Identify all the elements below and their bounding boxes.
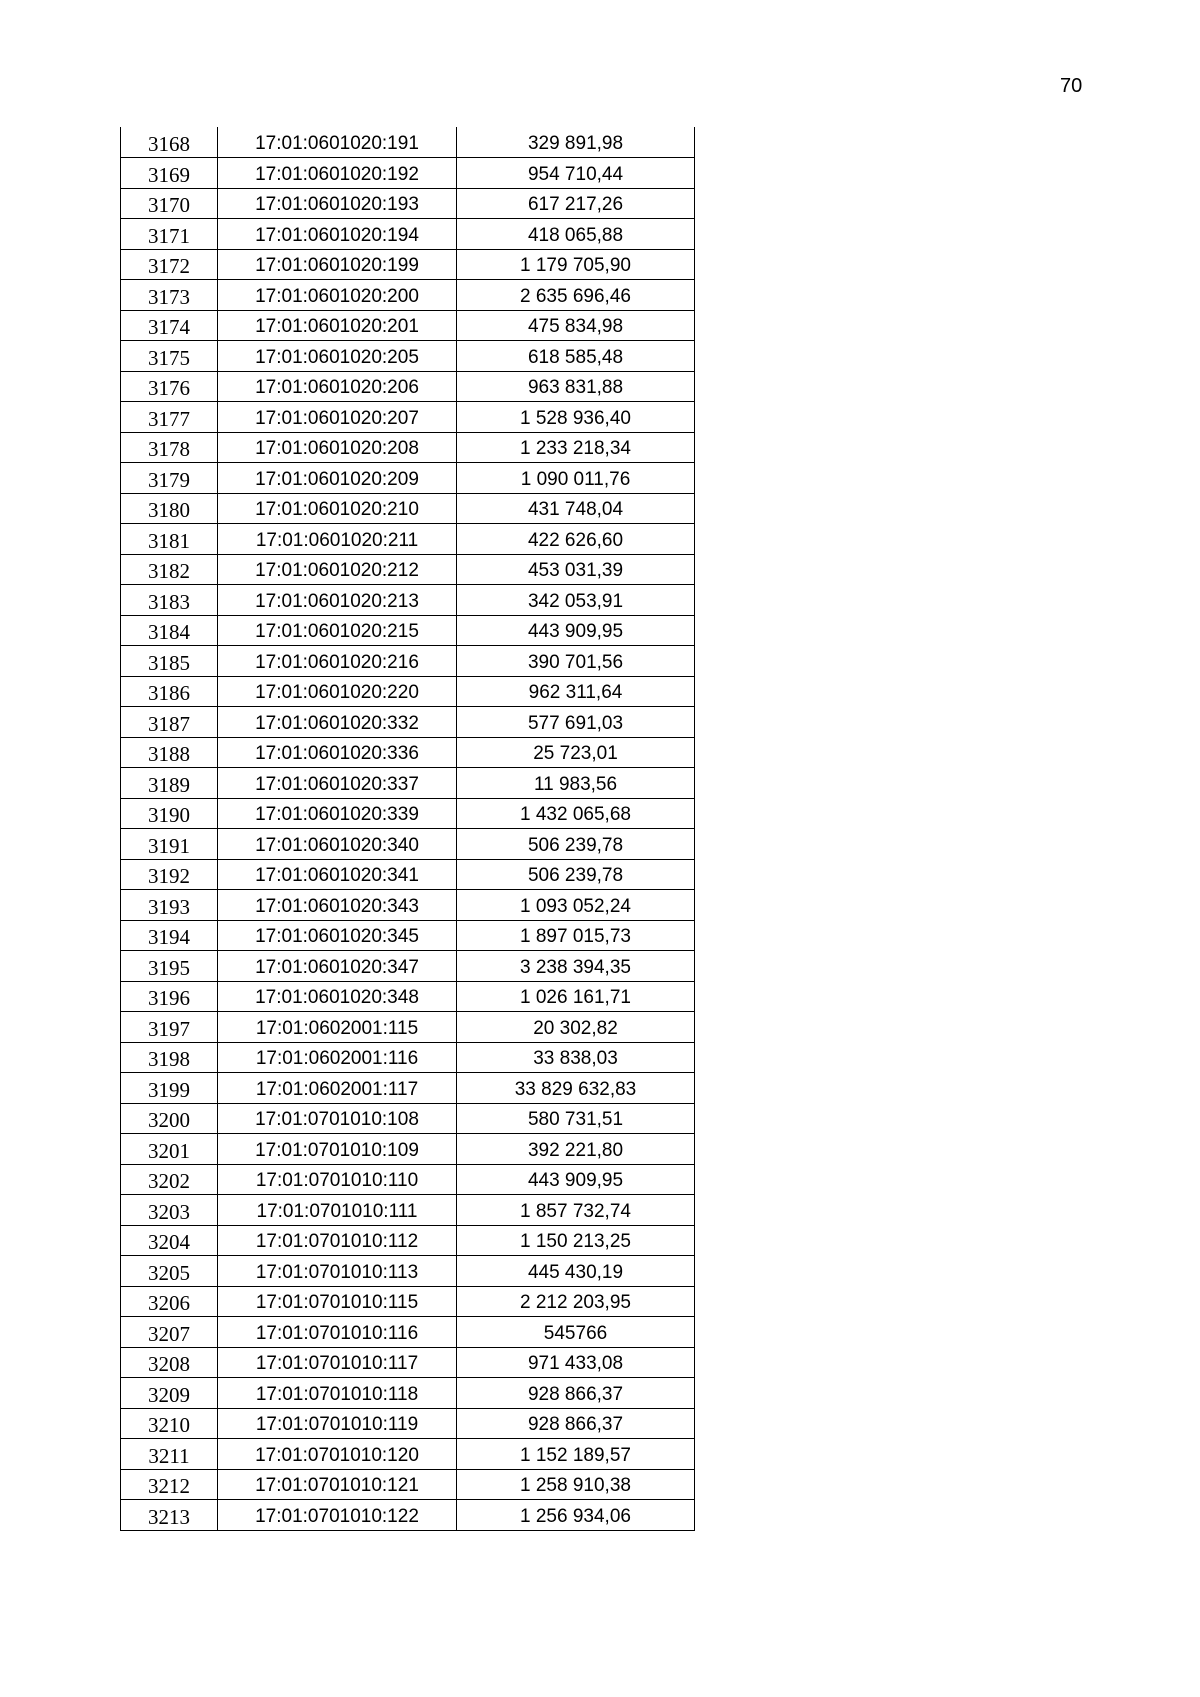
cadastral-value-cell: 1 150 213,25 bbox=[457, 1225, 695, 1256]
table-row bbox=[121, 676, 695, 707]
cadastral-number-cell: 17:01:0701010:122 bbox=[218, 1500, 457, 1531]
cadastral-value-cell: 443 909,95 bbox=[457, 615, 695, 646]
cadastral-number-cell: 17:01:0601020:340 bbox=[218, 829, 457, 860]
table-row bbox=[121, 646, 695, 677]
table-row bbox=[121, 920, 695, 951]
cadastral-number-cell: 17:01:0601020:345 bbox=[218, 920, 457, 951]
row-number-cell: 3169 bbox=[121, 158, 218, 189]
row-number-cell: 3185 bbox=[121, 646, 218, 677]
table-row bbox=[121, 737, 695, 768]
cadastral-value-cell: 453 031,39 bbox=[457, 554, 695, 585]
cadastral-number-cell: 17:01:0601020:201 bbox=[218, 310, 457, 341]
row-number-cell: 3212 bbox=[121, 1469, 218, 1500]
table-row bbox=[121, 554, 695, 585]
row-number-cell: 3188 bbox=[121, 737, 218, 768]
cadastral-value-cell: 1 256 934,06 bbox=[457, 1500, 695, 1531]
cadastral-value-cell: 342 053,91 bbox=[457, 585, 695, 616]
cadastral-value-cell: 33 829 632,83 bbox=[457, 1073, 695, 1104]
cadastral-value-cell: 2 635 696,46 bbox=[457, 280, 695, 311]
row-number-cell: 3201 bbox=[121, 1134, 218, 1165]
row-number-cell: 3213 bbox=[121, 1500, 218, 1531]
cadastral-number-cell: 17:01:0601020:348 bbox=[218, 981, 457, 1012]
page-number: 70 bbox=[1060, 75, 1083, 97]
row-number-cell: 3191 bbox=[121, 829, 218, 860]
table-row bbox=[121, 463, 695, 494]
row-number-cell: 3192 bbox=[121, 859, 218, 890]
row-number-cell: 3174 bbox=[121, 310, 218, 341]
table-row bbox=[121, 1317, 695, 1348]
table-body bbox=[121, 127, 695, 1530]
cadastral-number-cell: 17:01:0701010:108 bbox=[218, 1103, 457, 1134]
row-number-cell: 3183 bbox=[121, 585, 218, 616]
row-number-cell: 3205 bbox=[121, 1256, 218, 1287]
row-number-cell: 3177 bbox=[121, 402, 218, 433]
cadastral-number-cell: 17:01:0601020:208 bbox=[218, 432, 457, 463]
table-row bbox=[121, 219, 695, 250]
table-row bbox=[121, 310, 695, 341]
row-number-cell: 3196 bbox=[121, 981, 218, 1012]
cadastral-number-cell: 17:01:0701010:118 bbox=[218, 1378, 457, 1409]
cadastral-number-cell: 17:01:0601020:192 bbox=[218, 158, 457, 189]
table-row bbox=[121, 1256, 695, 1287]
table-row bbox=[121, 1012, 695, 1043]
row-number-cell: 3193 bbox=[121, 890, 218, 921]
row-number-cell: 3190 bbox=[121, 798, 218, 829]
cadastral-number-cell: 17:01:0701010:113 bbox=[218, 1256, 457, 1287]
row-number-cell: 3175 bbox=[121, 341, 218, 372]
row-number-cell: 3206 bbox=[121, 1286, 218, 1317]
cadastral-number-cell: 17:01:0601020:191 bbox=[218, 127, 457, 158]
cadastral-number-cell: 17:01:0601020:205 bbox=[218, 341, 457, 372]
cadastral-value-cell: 11 983,56 bbox=[457, 768, 695, 799]
cadastral-number-cell: 17:01:0701010:112 bbox=[218, 1225, 457, 1256]
row-number-cell: 3199 bbox=[121, 1073, 218, 1104]
cadastral-number-cell: 17:01:0601020:210 bbox=[218, 493, 457, 524]
cadastral-number-cell: 17:01:0601020:347 bbox=[218, 951, 457, 982]
cadastral-number-cell: 17:01:0602001:116 bbox=[218, 1042, 457, 1073]
cadastral-number-cell: 17:01:0601020:339 bbox=[218, 798, 457, 829]
table-row bbox=[121, 371, 695, 402]
table-row bbox=[121, 1225, 695, 1256]
cadastral-value-cell: 545766 bbox=[457, 1317, 695, 1348]
row-number-cell: 3211 bbox=[121, 1439, 218, 1470]
row-number-cell: 3207 bbox=[121, 1317, 218, 1348]
cadastral-value-cell: 1 233 218,34 bbox=[457, 432, 695, 463]
cadastral-value-cell: 25 723,01 bbox=[457, 737, 695, 768]
cadastral-number-cell: 17:01:0601020:209 bbox=[218, 463, 457, 494]
row-number-cell: 3173 bbox=[121, 280, 218, 311]
cadastral-value-cell: 418 065,88 bbox=[457, 219, 695, 250]
table-row bbox=[121, 1042, 695, 1073]
table-row bbox=[121, 1103, 695, 1134]
row-number-cell: 3168 bbox=[121, 127, 218, 158]
table-row bbox=[121, 127, 695, 158]
cadastral-number-cell: 17:01:0701010:109 bbox=[218, 1134, 457, 1165]
row-number-cell: 3171 bbox=[121, 219, 218, 250]
table-row bbox=[121, 1439, 695, 1470]
cadastral-number-cell: 17:01:0601020:337 bbox=[218, 768, 457, 799]
cadastral-value-cell: 580 731,51 bbox=[457, 1103, 695, 1134]
cadastral-number-cell: 17:01:0601020:206 bbox=[218, 371, 457, 402]
cadastral-number-cell: 17:01:0601020:336 bbox=[218, 737, 457, 768]
cadastral-value-cell: 1 897 015,73 bbox=[457, 920, 695, 951]
cadastral-value-cell: 1 258 910,38 bbox=[457, 1469, 695, 1500]
table-row bbox=[121, 829, 695, 860]
table-row bbox=[121, 280, 695, 311]
row-number-cell: 3178 bbox=[121, 432, 218, 463]
table-row bbox=[121, 1195, 695, 1226]
cadastral-value-cell: 617 217,26 bbox=[457, 188, 695, 219]
table-row bbox=[121, 1286, 695, 1317]
row-number-cell: 3203 bbox=[121, 1195, 218, 1226]
table-row bbox=[121, 890, 695, 921]
cadastral-number-cell: 17:01:0701010:121 bbox=[218, 1469, 457, 1500]
cadastral-number-cell: 17:01:0701010:119 bbox=[218, 1408, 457, 1439]
cadastral-number-cell: 17:01:0701010:110 bbox=[218, 1164, 457, 1195]
cadastral-number-cell: 17:01:0601020:341 bbox=[218, 859, 457, 890]
cadastral-value-cell: 1 432 065,68 bbox=[457, 798, 695, 829]
cadastral-number-cell: 17:01:0601020:194 bbox=[218, 219, 457, 250]
row-number-cell: 3202 bbox=[121, 1164, 218, 1195]
row-number-cell: 3198 bbox=[121, 1042, 218, 1073]
cadastral-value-cell: 928 866,37 bbox=[457, 1408, 695, 1439]
table-row bbox=[121, 402, 695, 433]
cadastral-number-cell: 17:01:0602001:115 bbox=[218, 1012, 457, 1043]
table-row bbox=[121, 1347, 695, 1378]
row-number-cell: 3209 bbox=[121, 1378, 218, 1409]
cadastral-value-cell: 954 710,44 bbox=[457, 158, 695, 189]
table-row bbox=[121, 524, 695, 555]
cadastral-value-cell: 506 239,78 bbox=[457, 829, 695, 860]
cadastral-number-cell: 17:01:0701010:120 bbox=[218, 1439, 457, 1470]
cadastral-number-cell: 17:01:0601020:220 bbox=[218, 676, 457, 707]
cadastral-number-cell: 17:01:0701010:111 bbox=[218, 1195, 457, 1226]
cadastral-number-cell: 17:01:0701010:117 bbox=[218, 1347, 457, 1378]
table-row bbox=[121, 1073, 695, 1104]
cadastral-value-cell: 1 090 011,76 bbox=[457, 463, 695, 494]
cadastral-value-cell: 506 239,78 bbox=[457, 859, 695, 890]
cadastral-number-cell: 17:01:0701010:115 bbox=[218, 1286, 457, 1317]
table-row bbox=[121, 493, 695, 524]
cadastral-value-cell: 2 212 203,95 bbox=[457, 1286, 695, 1317]
cadastral-value-cell: 431 748,04 bbox=[457, 493, 695, 524]
cadastral-number-cell: 17:01:0601020:212 bbox=[218, 554, 457, 585]
cadastral-number-cell: 17:01:0602001:117 bbox=[218, 1073, 457, 1104]
cadastral-value-cell: 971 433,08 bbox=[457, 1347, 695, 1378]
table-row bbox=[121, 341, 695, 372]
cadastral-number-cell: 17:01:0601020:343 bbox=[218, 890, 457, 921]
table-row bbox=[121, 951, 695, 982]
cadastral-value-cell: 422 626,60 bbox=[457, 524, 695, 555]
cadastral-value-cell: 963 831,88 bbox=[457, 371, 695, 402]
cadastral-number-cell: 17:01:0601020:216 bbox=[218, 646, 457, 677]
cadastral-number-cell: 17:01:0601020:200 bbox=[218, 280, 457, 311]
cadastral-number-cell: 17:01:0601020:199 bbox=[218, 249, 457, 280]
cadastral-value-cell: 3 238 394,35 bbox=[457, 951, 695, 982]
row-number-cell: 3204 bbox=[121, 1225, 218, 1256]
row-number-cell: 3176 bbox=[121, 371, 218, 402]
cadastral-value-cell: 1 026 161,71 bbox=[457, 981, 695, 1012]
cadastral-value-cell: 1 093 052,24 bbox=[457, 890, 695, 921]
cadastral-value-cell: 475 834,98 bbox=[457, 310, 695, 341]
row-number-cell: 3210 bbox=[121, 1408, 218, 1439]
row-number-cell: 3179 bbox=[121, 463, 218, 494]
table-row bbox=[121, 768, 695, 799]
cadastral-value-cell: 33 838,03 bbox=[457, 1042, 695, 1073]
cadastral-value-cell: 1 152 189,57 bbox=[457, 1439, 695, 1470]
table-row bbox=[121, 1500, 695, 1531]
cadastral-value-cell: 577 691,03 bbox=[457, 707, 695, 738]
cadastral-value-cell: 928 866,37 bbox=[457, 1378, 695, 1409]
table-row bbox=[121, 1134, 695, 1165]
registry-table bbox=[120, 127, 695, 1531]
row-number-cell: 3208 bbox=[121, 1347, 218, 1378]
row-number-cell: 3186 bbox=[121, 676, 218, 707]
table-row bbox=[121, 859, 695, 890]
row-number-cell: 3181 bbox=[121, 524, 218, 555]
row-number-cell: 3187 bbox=[121, 707, 218, 738]
cadastral-number-cell: 17:01:0601020:193 bbox=[218, 188, 457, 219]
row-number-cell: 3200 bbox=[121, 1103, 218, 1134]
row-number-cell: 3182 bbox=[121, 554, 218, 585]
cadastral-value-cell: 443 909,95 bbox=[457, 1164, 695, 1195]
row-number-cell: 3170 bbox=[121, 188, 218, 219]
cadastral-value-cell: 962 311,64 bbox=[457, 676, 695, 707]
table-row bbox=[121, 249, 695, 280]
table-row bbox=[121, 188, 695, 219]
table-row bbox=[121, 432, 695, 463]
row-number-cell: 3195 bbox=[121, 951, 218, 982]
cadastral-value-cell: 618 585,48 bbox=[457, 341, 695, 372]
cadastral-value-cell: 392 221,80 bbox=[457, 1134, 695, 1165]
cadastral-value-cell: 1 528 936,40 bbox=[457, 402, 695, 433]
table-row bbox=[121, 1408, 695, 1439]
cadastral-number-cell: 17:01:0601020:215 bbox=[218, 615, 457, 646]
cadastral-number-cell: 17:01:0601020:213 bbox=[218, 585, 457, 616]
table-row bbox=[121, 1164, 695, 1195]
row-number-cell: 3197 bbox=[121, 1012, 218, 1043]
row-number-cell: 3180 bbox=[121, 493, 218, 524]
table-row bbox=[121, 798, 695, 829]
cadastral-number-cell: 17:01:0601020:207 bbox=[218, 402, 457, 433]
table-row bbox=[121, 585, 695, 616]
table-row bbox=[121, 615, 695, 646]
table-row bbox=[121, 981, 695, 1012]
cadastral-number-cell: 17:01:0601020:332 bbox=[218, 707, 457, 738]
cadastral-value-cell: 329 891,98 bbox=[457, 127, 695, 158]
table-row bbox=[121, 158, 695, 189]
cadastral-value-cell: 1 857 732,74 bbox=[457, 1195, 695, 1226]
cadastral-number-cell: 17:01:0601020:211 bbox=[218, 524, 457, 555]
row-number-cell: 3184 bbox=[121, 615, 218, 646]
cadastral-value-cell: 20 302,82 bbox=[457, 1012, 695, 1043]
row-number-cell: 3172 bbox=[121, 249, 218, 280]
cadastral-value-cell: 390 701,56 bbox=[457, 646, 695, 677]
table-row bbox=[121, 1469, 695, 1500]
row-number-cell: 3189 bbox=[121, 768, 218, 799]
table-row bbox=[121, 1378, 695, 1409]
table-row bbox=[121, 707, 695, 738]
row-number-cell: 3194 bbox=[121, 920, 218, 951]
cadastral-number-cell: 17:01:0701010:116 bbox=[218, 1317, 457, 1348]
cadastral-value-cell: 1 179 705,90 bbox=[457, 249, 695, 280]
cadastral-value-cell: 445 430,19 bbox=[457, 1256, 695, 1287]
